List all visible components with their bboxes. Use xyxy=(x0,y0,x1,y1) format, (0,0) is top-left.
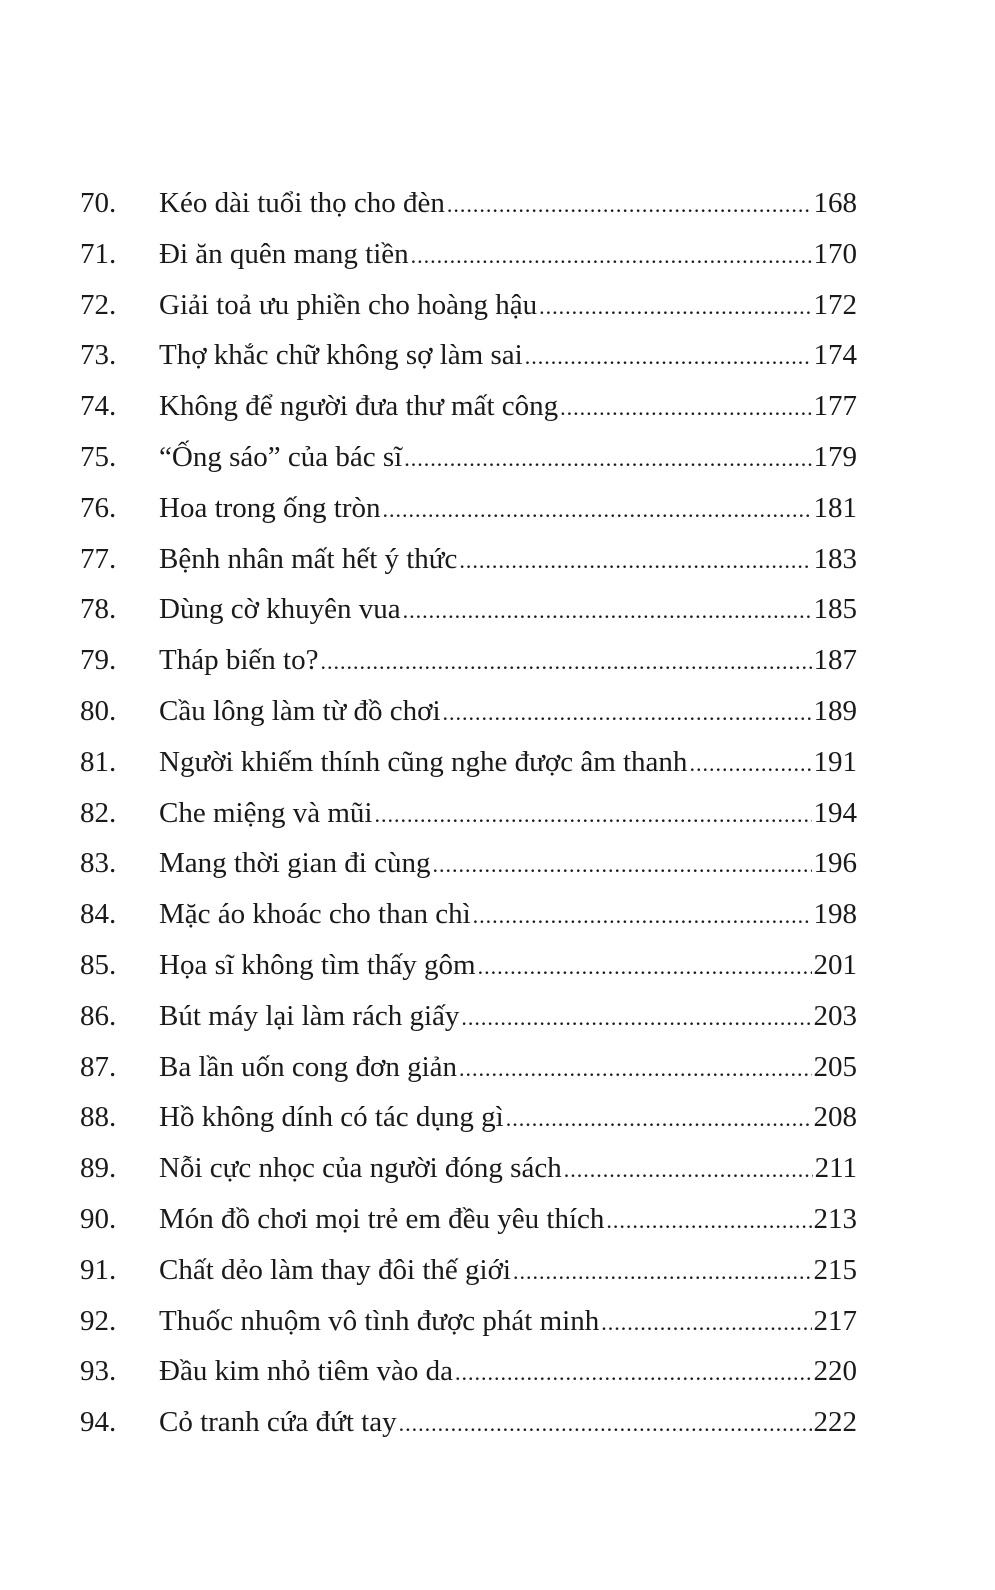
dot-leader xyxy=(459,536,811,587)
entry-title: Dùng cờ khuyên vua xyxy=(159,593,401,626)
toc-entry xyxy=(80,686,857,737)
entry-number: 72. xyxy=(80,288,117,321)
dot-leader xyxy=(539,282,811,333)
entry-number: 75. xyxy=(80,440,117,473)
entry-number: 84. xyxy=(80,898,117,931)
entry-number: 77. xyxy=(80,542,117,575)
entry-number: 74. xyxy=(80,390,117,423)
toc-entry xyxy=(80,1143,857,1194)
entry-title: Họa sĩ không tìm thấy gôm xyxy=(159,948,476,981)
entry-number: 89. xyxy=(80,1152,117,1185)
dot-leader xyxy=(403,586,812,637)
entry-title: Mang thời gian đi cùng xyxy=(159,847,431,880)
toc-entry xyxy=(80,1194,857,1245)
dot-leader xyxy=(606,1196,811,1247)
dot-leader xyxy=(506,1094,812,1145)
toc-entry xyxy=(80,432,857,483)
dot-leader xyxy=(601,1298,811,1349)
entry-number: 90. xyxy=(80,1202,117,1235)
entry-page-number: 174 xyxy=(813,339,857,372)
table-of-contents xyxy=(80,178,857,1448)
entry-title: Thợ khắc chữ không sợ làm sai xyxy=(159,339,523,372)
dot-leader xyxy=(447,180,812,231)
toc-entry xyxy=(80,1245,857,1296)
dot-leader xyxy=(525,332,812,383)
entry-page-number: 179 xyxy=(813,440,857,473)
entry-number: 94. xyxy=(80,1406,117,1439)
entry-number: 73. xyxy=(80,339,117,372)
dot-leader xyxy=(383,485,812,536)
entry-number: 71. xyxy=(80,237,117,270)
entry-page-number: 187 xyxy=(813,644,857,677)
entry-title: “Ống sáo” của bác sĩ xyxy=(159,440,403,473)
toc-entry xyxy=(80,330,857,381)
entry-title: Hồ không dính có tác dụng gì xyxy=(159,1101,504,1134)
entry-page-number: 172 xyxy=(813,288,857,321)
entry-title: Đầu kim nhỏ tiêm vào da xyxy=(159,1355,453,1388)
entry-page-number: 198 xyxy=(813,898,857,931)
entry-number: 85. xyxy=(80,948,117,981)
entry-page-number: 170 xyxy=(813,237,857,270)
entry-number: 70. xyxy=(80,187,117,219)
toc-entry xyxy=(80,1296,857,1347)
entry-title: Che miệng và mũi xyxy=(159,796,373,829)
entry-title: Chất dẻo làm thay đôi thế giới xyxy=(159,1253,511,1286)
entry-page-number: 201 xyxy=(813,948,857,981)
entry-number: 93. xyxy=(80,1355,117,1388)
dot-leader xyxy=(478,942,812,993)
dot-leader xyxy=(560,383,811,434)
dot-leader xyxy=(473,891,812,942)
toc-entry xyxy=(80,889,857,940)
entry-title: Cầu lông làm từ đồ chơi xyxy=(159,694,441,727)
entry-number: 87. xyxy=(80,1050,117,1083)
toc-entry xyxy=(80,280,857,331)
entry-page-number: 220 xyxy=(813,1355,857,1388)
dot-leader xyxy=(432,840,811,891)
entry-title: Thuốc nhuộm vô tình được phát minh xyxy=(159,1304,600,1337)
entry-title: Đi ăn quên mang tiền xyxy=(159,237,409,270)
dot-leader xyxy=(443,688,812,739)
entry-number: 83. xyxy=(80,847,117,880)
entry-page-number: 222 xyxy=(813,1406,857,1439)
toc-entry xyxy=(80,584,857,635)
dot-leader xyxy=(411,231,812,282)
dot-leader xyxy=(513,1247,812,1298)
dot-leader xyxy=(399,1399,812,1450)
toc-entry xyxy=(80,940,857,991)
entry-title: Kéo dài tuổi thọ cho đèn xyxy=(159,187,445,219)
toc-entry xyxy=(80,991,857,1042)
entry-number: 88. xyxy=(80,1101,117,1134)
toc-entry xyxy=(80,737,857,788)
entry-number: 91. xyxy=(80,1253,117,1286)
entry-page-number: 194 xyxy=(813,796,857,829)
entry-page-number: 185 xyxy=(813,593,857,626)
entry-number: 81. xyxy=(80,745,117,778)
entry-page-number: 217 xyxy=(813,1304,857,1337)
toc-entry xyxy=(80,178,857,229)
entry-page-number: 213 xyxy=(813,1202,857,1235)
entry-page-number: 208 xyxy=(813,1101,857,1134)
toc-entry xyxy=(80,788,857,839)
entry-title: Không để người đưa thư mất công xyxy=(159,390,559,423)
dot-leader xyxy=(404,434,811,485)
toc-entry xyxy=(80,1092,857,1143)
entry-title: Hoa trong ống tròn xyxy=(159,491,381,524)
dot-leader xyxy=(689,739,811,790)
entry-number: 86. xyxy=(80,999,117,1032)
toc-entry xyxy=(80,483,857,534)
toc-entry xyxy=(80,838,857,889)
entry-title: Tháp biến to? xyxy=(159,644,319,677)
entry-title: Mặc áo khoác cho than chì xyxy=(159,898,471,931)
dot-leader xyxy=(564,1145,813,1196)
dot-leader xyxy=(455,1348,812,1399)
toc-entry xyxy=(80,1397,857,1448)
entry-title: Món đồ chơi mọi trẻ em đều yêu thích xyxy=(159,1202,605,1235)
dot-leader xyxy=(461,993,811,1044)
entry-title: Nỗi cực nhọc của người đóng sách xyxy=(159,1152,562,1185)
entry-page-number: 177 xyxy=(813,390,857,423)
entry-title: Ba lần uốn cong đơn giản xyxy=(159,1050,458,1083)
dot-leader xyxy=(374,790,811,841)
entry-page-number: 215 xyxy=(813,1253,857,1286)
entry-page-number: 183 xyxy=(813,542,857,575)
entry-number: 82. xyxy=(80,796,117,829)
entry-number: 80. xyxy=(80,694,117,727)
dot-leader xyxy=(459,1044,811,1095)
toc-entry xyxy=(80,1042,857,1093)
entry-title: Giải toả ưu phiền cho hoàng hậu xyxy=(159,288,538,321)
entry-page-number: 196 xyxy=(813,847,857,880)
entry-page-number: 189 xyxy=(813,694,857,727)
toc-entry xyxy=(80,1346,857,1397)
toc-entry xyxy=(80,381,857,432)
entry-page-number: 191 xyxy=(813,745,857,778)
entry-title: Cỏ tranh cứa đứt tay xyxy=(159,1406,397,1439)
entry-number: 76. xyxy=(80,491,117,524)
entry-page-number: 205 xyxy=(813,1050,857,1083)
toc-entry xyxy=(80,229,857,280)
entry-page-number: 211 xyxy=(814,1152,857,1185)
entry-title: Bút máy lại làm rách giấy xyxy=(159,999,460,1032)
entry-page-number: 203 xyxy=(813,999,857,1032)
entry-number: 92. xyxy=(80,1304,117,1337)
entry-title: Bệnh nhân mất hết ý thức xyxy=(159,542,458,575)
entry-number: 79. xyxy=(80,644,117,677)
toc-entry xyxy=(80,635,857,686)
entry-title: Người khiếm thính cũng nghe được âm thanh xyxy=(159,745,688,778)
entry-number: 78. xyxy=(80,593,117,626)
toc-entry xyxy=(80,534,857,585)
entry-page-number: 181 xyxy=(813,491,857,524)
entry-page-number: 168 xyxy=(813,187,857,219)
dot-leader xyxy=(320,637,811,688)
